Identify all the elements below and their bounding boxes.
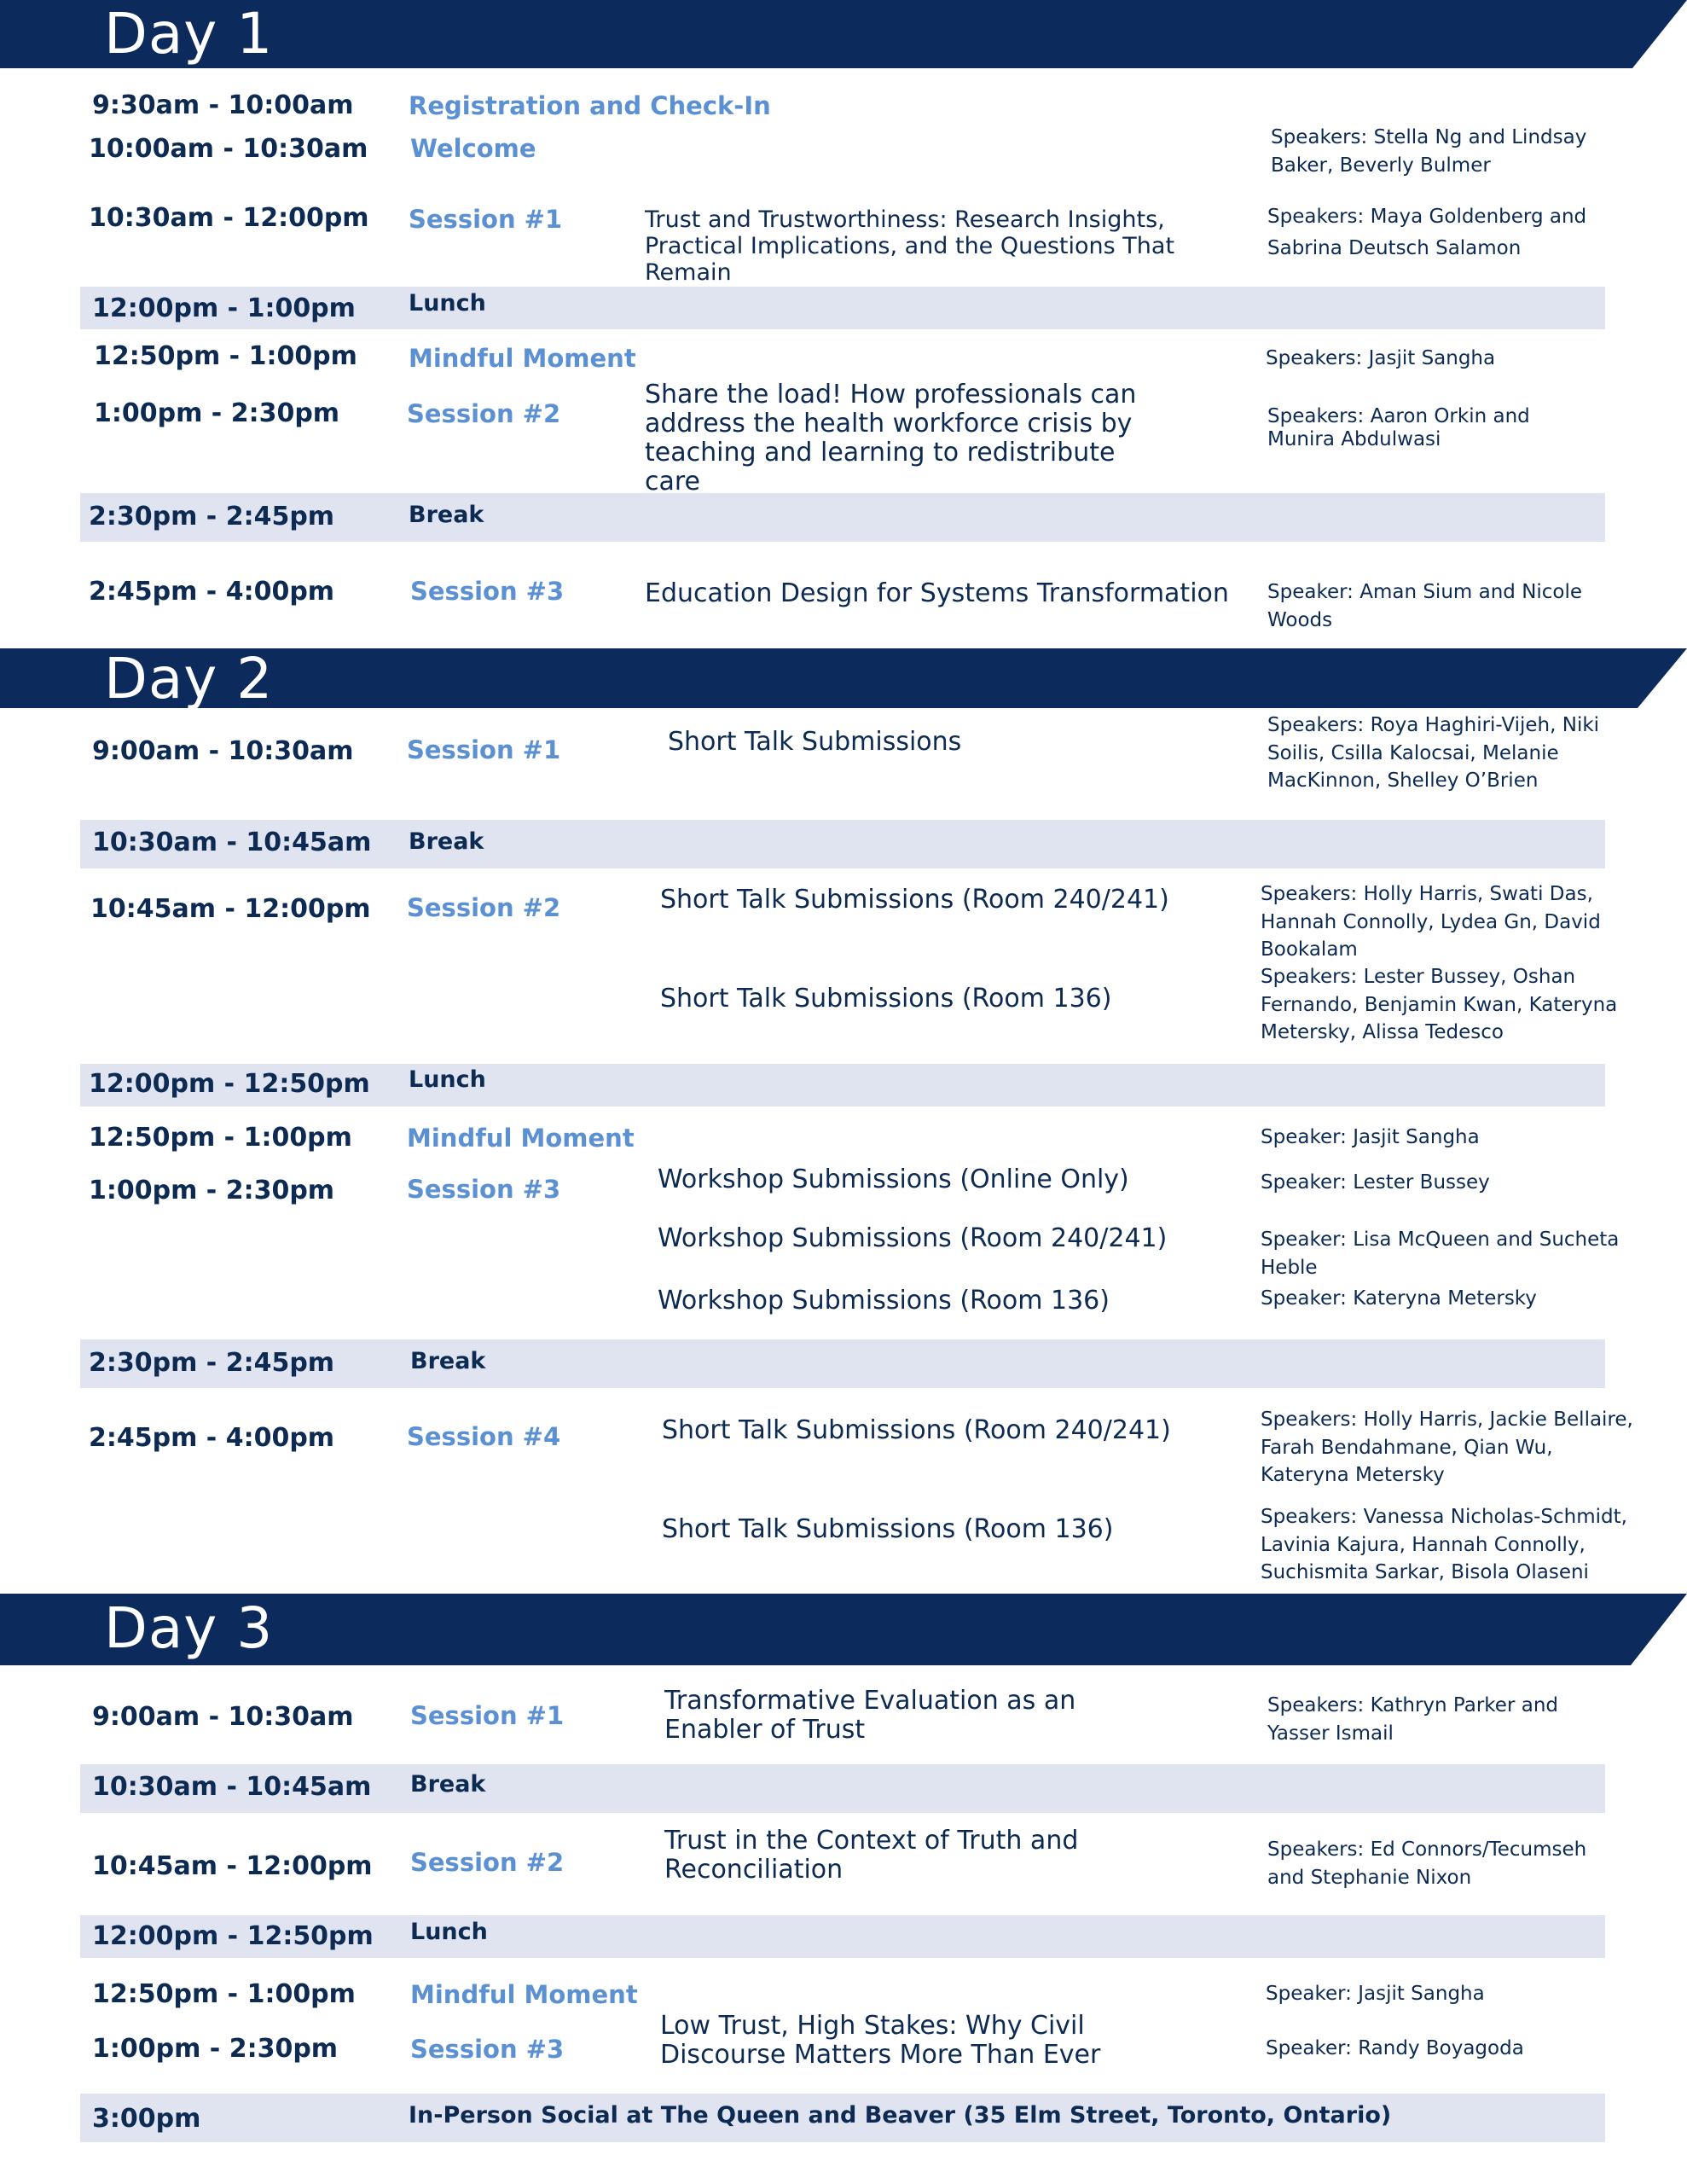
- session-description: Short Talk Submissions (Room 240/241): [662, 1415, 1171, 1445]
- speakers: Speakers: Maya Goldenberg and Sabrina Deutsch Salamon: [1267, 206, 1587, 259]
- speakers: Speaker: Lester Bussey: [1261, 1171, 1490, 1194]
- session-description: Workshop Submissions (Room 136): [658, 1286, 1110, 1316]
- session-label: Session #3: [410, 2035, 565, 2064]
- day-2-header: [0, 646, 1687, 712]
- session-description: Education Design for Systems Transformation: [645, 578, 1229, 608]
- day-title: Day 2: [104, 646, 274, 712]
- time-slot: 2:45pm - 4:00pm: [89, 577, 335, 607]
- time-slot: 2:30pm - 2:45pm: [89, 1348, 335, 1378]
- speakers: Speakers: Kathryn Parker and Yasser Ismail: [1267, 1694, 1558, 1745]
- speakers: Speakers: Holly Harris, Swati Das, Hannah Connolly, Lydea Gn, David Bookalam: [1261, 883, 1601, 961]
- day-title: Day 1: [104, 1, 274, 67]
- session-description: Short Talk Submissions: [668, 727, 962, 757]
- time-slot: 10:30am - 10:45am: [92, 828, 372, 857]
- break-label: Lunch: [409, 1066, 486, 1093]
- day-title: Day 3: [104, 1595, 274, 1661]
- session-label: Session #1: [410, 1701, 565, 1730]
- session-label: Registration and Check-In: [409, 91, 771, 120]
- time-slot: 9:00am - 10:30am: [92, 736, 354, 766]
- session-description: Workshop Submissions (Online Only): [658, 1165, 1129, 1194]
- time-slot: 10:00am - 10:30am: [89, 134, 368, 164]
- speakers: Speakers: Roya Haghiri-Vijeh, Niki Soilis, Csilla Kalocsai, Melanie MacKinnon, Shelley O’Brien: [1267, 714, 1600, 792]
- session-label: Session #3: [407, 1175, 561, 1204]
- time-slot: 12:00pm - 1:00pm: [92, 293, 356, 323]
- break-label: Lunch: [410, 1919, 488, 1945]
- break-label: Break: [410, 1348, 486, 1374]
- day-3-header: [0, 1594, 1687, 1665]
- session-label: Session #4: [407, 1422, 561, 1451]
- speakers: Speakers: Stella Ng and Lindsay Baker, Beverly Bulmer: [1271, 126, 1587, 177]
- time-slot: 12:50pm - 1:00pm: [92, 1979, 356, 2009]
- time-slot: 10:30am - 12:00pm: [89, 203, 369, 233]
- session-label: Session #1: [407, 735, 561, 764]
- time-slot: 10:45am - 12:00pm: [90, 894, 371, 924]
- time-slot: 9:00am - 10:30am: [92, 1702, 354, 1732]
- session-label: Session #3: [410, 577, 565, 606]
- session-label: Session #2: [410, 1848, 565, 1877]
- session-description: Short Talk Submissions (Room 136): [662, 1514, 1114, 1544]
- break-label: Lunch: [409, 290, 486, 317]
- session-description: Transformative Evaluation as an Enabler of Trust: [664, 1686, 1076, 1745]
- session-label: Session #1: [409, 205, 563, 234]
- time-slot: 12:50pm - 1:00pm: [89, 1123, 352, 1153]
- session-description: Trust and Trustworthiness: Research Insights, Practical Implications, and the Questions That Remain: [645, 206, 1175, 286]
- time-slot: 12:00pm - 12:50pm: [89, 1069, 370, 1099]
- session-description: Short Talk Submissions (Room 240/241): [660, 885, 1169, 915]
- time-slot: 1:00pm - 2:30pm: [94, 398, 340, 428]
- speakers: Speakers: Ed Connors/Tecumseh and Stephanie Nixon: [1267, 1838, 1587, 1889]
- session-label: Welcome: [410, 134, 536, 163]
- time-slot: 2:45pm - 4:00pm: [89, 1423, 335, 1453]
- time-slot: 10:30am - 10:45am: [92, 1772, 372, 1802]
- time-slot: 2:30pm - 2:45pm: [89, 502, 335, 531]
- session-description: Short Talk Submissions (Room 136): [660, 984, 1112, 1014]
- time-slot: 1:00pm - 2:30pm: [89, 1176, 335, 1205]
- session-description: Workshop Submissions (Room 240/241): [658, 1223, 1168, 1253]
- time-slot: 12:50pm - 1:00pm: [94, 341, 357, 371]
- social-event-label: In-Person Social at The Queen and Beaver (35 Elm Street, Toronto, Ontario): [409, 2102, 1392, 2129]
- break-label: Break: [409, 828, 484, 855]
- time-slot: 3:00pm: [92, 2104, 201, 2134]
- break-label: Break: [410, 1771, 486, 1798]
- time-slot: 10:45am - 12:00pm: [92, 1851, 373, 1881]
- session-label: Mindful Moment: [409, 344, 636, 373]
- session-description: Trust in the Context of Truth and Reconciliation: [664, 1826, 1079, 1885]
- break-label: Break: [409, 502, 484, 528]
- time-slot: 9:30am - 10:00am: [92, 90, 354, 120]
- session-label: Session #2: [407, 893, 561, 922]
- speakers: Speaker: Jasjit Sangha: [1261, 1126, 1480, 1148]
- speakers: Speakers: Holly Harris, Jackie Bellaire, Farah Bendahmane, Qian Wu, Kateryna Metersky: [1261, 1409, 1633, 1486]
- speakers: Speakers: Aaron Orkin and Munira Abdulwasi: [1267, 405, 1530, 450]
- speakers: Speaker: Jasjit Sangha: [1266, 1983, 1485, 2005]
- session-label: Session #2: [407, 399, 561, 428]
- speakers: Speaker: Aman Sium and Nicole Woods: [1267, 581, 1583, 631]
- time-slot: 1:00pm - 2:30pm: [92, 2034, 339, 2064]
- speakers: Speaker: Kateryna Metersky: [1261, 1287, 1537, 1310]
- speakers: Speakers: Jasjit Sangha: [1266, 347, 1496, 369]
- time-slot: 12:00pm - 12:50pm: [92, 1921, 374, 1951]
- session-label: Mindful Moment: [407, 1124, 635, 1153]
- session-label: Mindful Moment: [410, 1980, 638, 2009]
- speakers: Speaker: Lisa McQueen and Sucheta Heble: [1261, 1228, 1620, 1279]
- speakers: Speaker: Randy Boyagoda: [1266, 2037, 1524, 2059]
- day-1-header: [0, 0, 1687, 68]
- speakers: Speakers: Lester Bussey, Oshan Fernando, Benjamin Kwan, Kateryna Metersky, Alissa Tedesco: [1261, 966, 1618, 1043]
- session-description: Share the load! How professionals can address the health workforce crisis by teaching and learning to redistribute care: [645, 380, 1137, 497]
- speakers: Speakers: Vanessa Nicholas-Schmidt, Lavinia Kajura, Hannah Connolly, Suchismita Sarkar, Bisola Olaseni: [1261, 1506, 1627, 1583]
- session-description: Low Trust, High Stakes: Why Civil Discourse Matters More Than Ever: [660, 2011, 1101, 2070]
